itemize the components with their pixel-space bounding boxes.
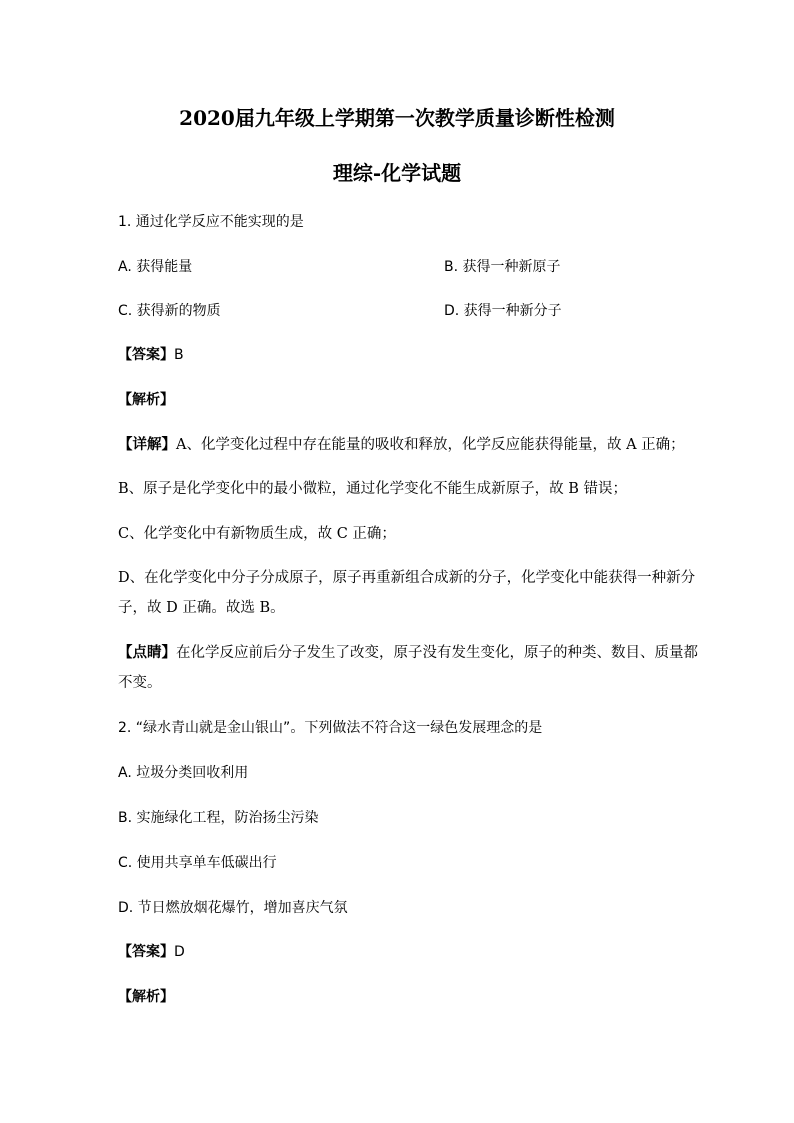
- question-1-comment-line: [118, 643, 698, 663]
- question-1-detail-line: 子，故 D 正确。故选 B。: [118, 600, 285, 616]
- detail-tag: 【详解】: [118, 437, 176, 453]
- question-1-stem: 1. 通过化学反应不能实现的是: [118, 214, 304, 230]
- question-2-answer: [118, 942, 185, 962]
- question-1-option-b: B. 获得一种新原子: [444, 259, 561, 275]
- comment-tag: 【点睛】: [118, 645, 176, 661]
- analysis-tag: 【解析】: [118, 989, 174, 1005]
- detail-text: A、化学变化过程中存在能量的吸收和释放，化学反应能获得能量，故 A 正确；: [176, 437, 685, 453]
- question-2-option-c: C. 使用共享单车低碳出行: [118, 855, 277, 871]
- question-1-detail-line: [118, 435, 685, 455]
- question-1-detail-line: B、原子是化学变化中的最小微粒，通过化学变化不能生成新原子，故 B 错误；: [118, 481, 628, 497]
- question-2-analysis-heading: [118, 987, 174, 1007]
- analysis-tag: 【解析】: [118, 392, 174, 408]
- question-1-option-a: A. 获得能量: [118, 259, 193, 275]
- question-2-option-a: A. 垃圾分类回收利用: [118, 765, 249, 781]
- question-1-detail-line: D、在化学变化中分子分成原子，原子再重新组合成新的分子，化学变化中能获得一种新分: [118, 570, 696, 586]
- document-subtitle: 理综-化学试题: [332, 161, 462, 185]
- comment-text: 在化学反应前后分子发生了改变，原子没有发生变化，原子的种类、数目、质量都: [176, 645, 698, 661]
- question-2-option-b: B. 实施绿化工程，防治扬尘污染: [118, 810, 319, 826]
- question-1-option-d: D. 获得一种新分子: [444, 303, 562, 319]
- question-1-comment-line: 不变。: [118, 675, 162, 691]
- question-2-stem: 2. “绿水青山就是金山银山”。下列做法不符合这一绿色发展理念的是: [118, 720, 543, 736]
- question-1-answer: [118, 345, 184, 365]
- answer-value: D: [174, 944, 185, 960]
- question-1-analysis-heading: [118, 390, 174, 410]
- question-1-option-c: C. 获得新的物质: [118, 303, 221, 319]
- answer-tag: 【答案】: [118, 347, 174, 363]
- answer-value: B: [174, 347, 184, 363]
- answer-tag: 【答案】: [118, 944, 174, 960]
- question-2-option-d: D. 节日燃放烟花爆竹，增加喜庆气氛: [118, 900, 348, 916]
- question-1-detail-line: C、化学变化中有新物质生成，故 C 正确；: [118, 526, 396, 542]
- document-title: 2020届九年级上学期第一次教学质量诊断性检测: [179, 106, 615, 130]
